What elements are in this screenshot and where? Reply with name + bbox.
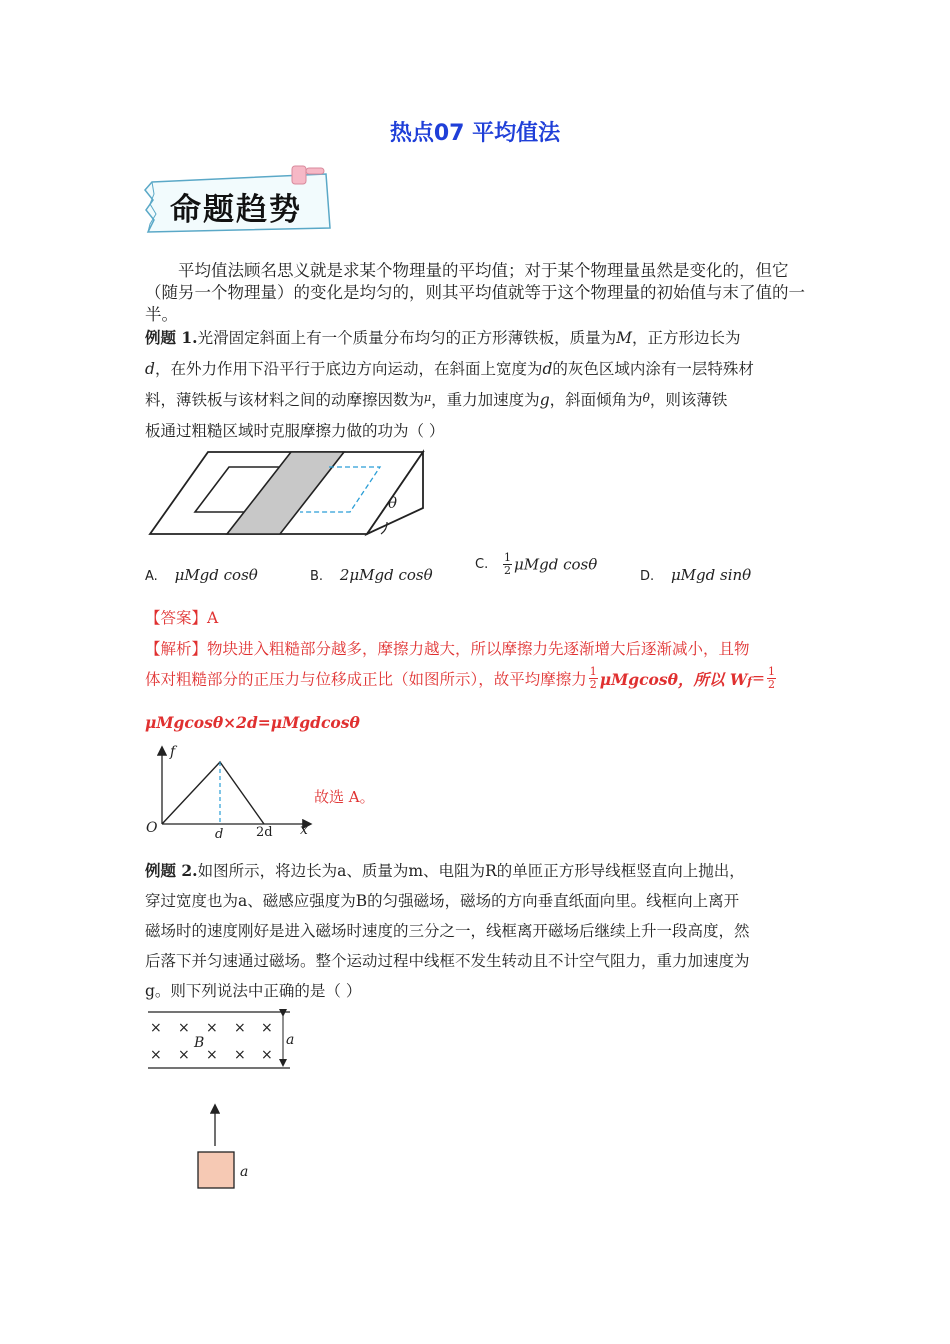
page-title: 热点07 平均值法 (389, 121, 561, 146)
field-cross-icon: × (234, 1020, 246, 1036)
example2-line2: 穿过宽度也为a、磁感应强度为B的匀强磁场，磁场的方向垂直纸面向里。线框向上离开 (145, 892, 740, 910)
frame-side-label: a (240, 1164, 249, 1180)
field-width-label: a (286, 1032, 295, 1048)
graph-tick-d: d (215, 827, 224, 840)
field-label: B (194, 1035, 205, 1051)
analysis-conclusion: 故选 A。 (314, 788, 375, 806)
friction-graph (140, 740, 320, 840)
graph-origin-label: O (146, 820, 158, 836)
example1-line2: d，在外力作用下沿平行于底边方向运动，在斜面上宽度为d的灰色区域内涂有一层特殊材 (145, 360, 754, 378)
section-banner (140, 160, 340, 240)
example1-line4: 板通过粗糙区域时克服摩擦力做的功为（ ） (145, 422, 445, 440)
graph-y-label: f (170, 744, 176, 760)
analysis-line1: 【解析】物块进入粗糙部分越多，摩擦力越大，所以摩擦力先逐渐增大后逐渐减小，且物 (145, 640, 750, 658)
analysis-fraction-2: $\frac{1}{2}$ (768, 665, 775, 691)
wire-frame (198, 1152, 234, 1188)
graph-x-label: x (300, 822, 308, 838)
magnetic-field-figure (140, 1006, 320, 1196)
analysis-fraction-1: $\frac{1}{2}$ (589, 665, 597, 691)
example2-line1: 例题 2.如图所示，将边长为a、质量为m、电阻为R的单匝正方形导线框竖直向上抛出， (145, 861, 745, 880)
example2-label: 例题 2. (145, 861, 198, 880)
incline-figure (145, 448, 430, 538)
field-cross-icon: × (150, 1020, 162, 1036)
example2-line3: 磁场时的速度刚好是进入磁场时速度的三分之一，线框离开磁场后继续上升一段高度，然 (145, 922, 750, 940)
angle-label: θ (388, 494, 398, 512)
option-d[interactable]: D. μMgd sinθ (640, 566, 752, 584)
example1-line3: 料，薄铁板与该材料之间的动摩擦因数为$^\mu$，重力加速度为g，斜面倾角为θ，则该薄铁 (145, 391, 728, 409)
intro-text: 平均值法顾名思义就是求某个物理量的平均值；对于某个物理量虽然是变化的，但它（随另一个物理量）的变化是均匀的，则其平均值就等于这个物理量的初始值与末了值的一半。 (145, 261, 805, 324)
option-a[interactable]: A. μMgd cosθ (145, 566, 258, 584)
field-cross-icon: × (178, 1020, 190, 1036)
field-cross-icon: × (206, 1020, 218, 1036)
analysis-line2: 体对粗糙部分的正压力与位移成正比（如图所示），故平均摩擦力 $\frac{1}{2}$ μMgcosθ，所以 Wf= $\frac{1}{2}$ (145, 665, 775, 691)
option-c[interactable]: C. $\frac{1}{2}$ μMgd cosθ (475, 551, 598, 577)
example1-line1: 例题 1.光滑固定斜面上有一个质量分布均匀的正方形薄铁板，质量为M，正方形边长为 (145, 328, 741, 347)
example2-line5: g。则下列说法中正确的是（ ） (145, 982, 362, 1000)
field-cross-icon: × (150, 1047, 162, 1063)
analysis-line3: μMgcosθ×2d=μMgdcosθ (145, 713, 360, 732)
field-cross-icon: × (261, 1020, 273, 1036)
option-b[interactable]: B. 2μMgd cosθ (310, 566, 433, 584)
example2-line4: 后落下并匀速通过磁场。整个运动过程中线框不发生转动且不计空气阻力，重力加速度为 (145, 952, 750, 970)
answer: 【答案】A (145, 609, 219, 627)
example1-label: 例题 1. (145, 328, 198, 347)
intro-paragraph (145, 260, 805, 326)
field-cross-icon: × (234, 1047, 246, 1063)
field-cross-icon: × (206, 1047, 218, 1063)
banner-title: 命题趋势 (170, 192, 302, 228)
field-cross-icon: × (261, 1047, 273, 1063)
field-cross-icon: × (178, 1047, 190, 1063)
graph-tick-2d: 2d (256, 825, 273, 840)
option-c-fraction: $\frac{1}{2}$ (504, 551, 511, 577)
